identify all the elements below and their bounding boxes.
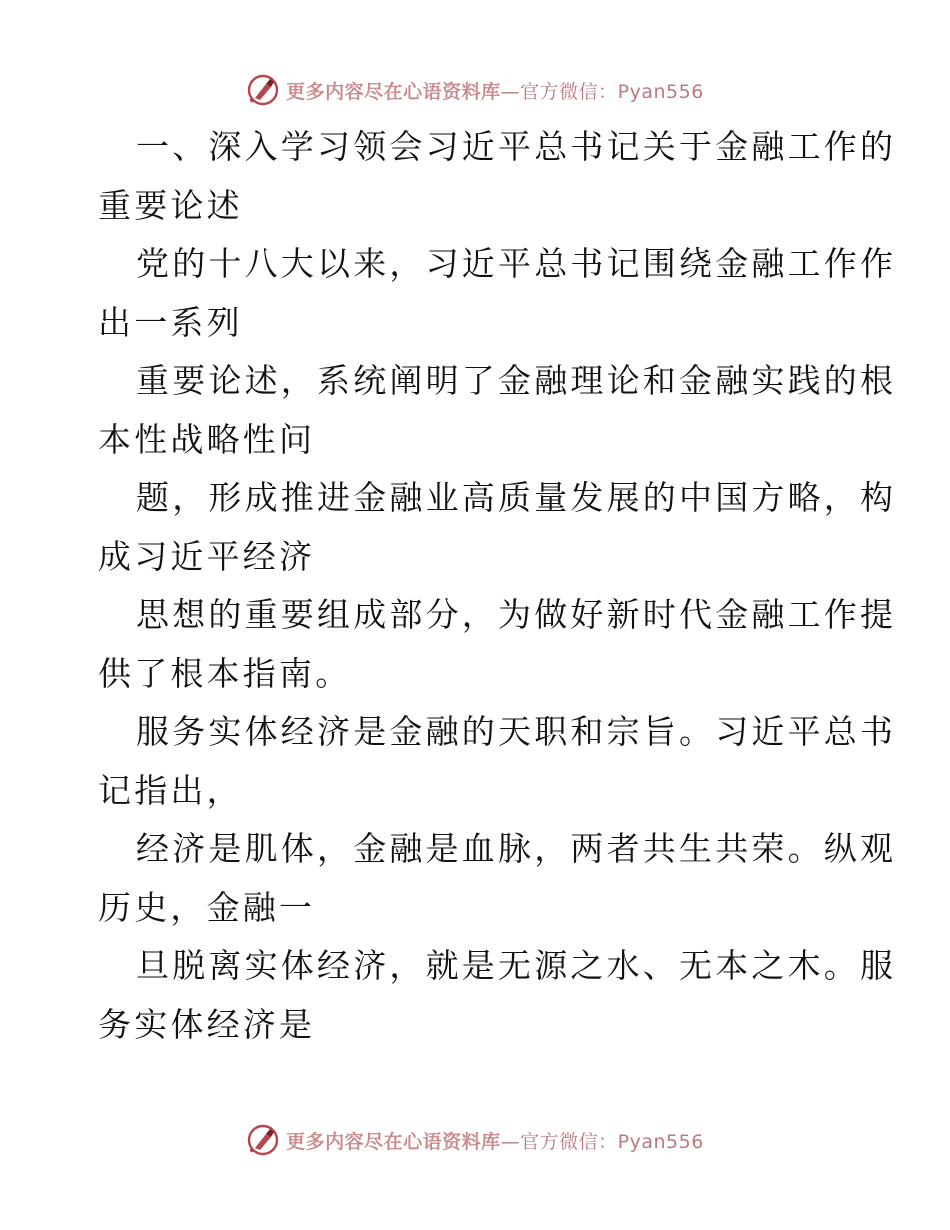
paragraph [98, 703, 897, 820]
paragraph-first-line: 服务实体经济是金融的天职和宗旨。习近平总书 [136, 712, 897, 751]
paragraph-first-line: 一、深入学习领会习近平总书记关于金融工作的 [136, 127, 897, 166]
paragraph [98, 235, 897, 352]
paragraph [98, 352, 897, 469]
paragraph-first-line: 重要论述，系统阐明了金融理论和金融实践的根 [136, 361, 897, 400]
paragraph-first-line: 旦脱离实体经济，就是无源之水、无本之木。服 [136, 946, 897, 985]
document-body [98, 118, 897, 1054]
paragraph-continuation-line: 重要论述 [98, 185, 243, 225]
paragraph [98, 586, 897, 703]
header-watermark-banner [0, 70, 950, 110]
paragraph-continuation-line: 历史，金融一 [98, 887, 316, 927]
footer-wechat-text: —官方微信：Pyan556 [500, 1130, 704, 1153]
header-site-text: 更多内容尽在心语资料库 [286, 80, 501, 103]
paragraph-first-line: 题，形成推进金融业高质量发展的中国方略，构 [136, 478, 897, 517]
paragraph [98, 937, 897, 1054]
paragraph-continuation-line: 本性战略性问 [98, 419, 316, 459]
footer-watermark-text [286, 1127, 704, 1154]
paragraph-first-line: 经济是肌体，金融是血脉，两者共生共荣。纵观 [136, 829, 897, 868]
header-wechat-text: —官方微信：Pyan556 [500, 80, 704, 103]
paragraph-continuation-line: 成习近平经济 [98, 536, 316, 576]
paragraph [98, 469, 897, 586]
header-watermark-text [286, 77, 704, 104]
paragraph-first-line: 党的十八大以来，习近平总书记围绕金融工作作 [136, 244, 897, 283]
footer-watermark-banner [0, 1120, 950, 1160]
paragraph-continuation-line: 供了根本指南。 [98, 653, 352, 693]
pen-nib-logo-icon [246, 1123, 280, 1157]
paragraph-continuation-line: 记指出， [98, 770, 243, 810]
paragraph [98, 118, 897, 235]
paragraph-continuation-line: 出一系列 [98, 302, 243, 342]
pen-nib-logo-icon [246, 73, 280, 107]
paragraph [98, 820, 897, 937]
footer-site-text: 更多内容尽在心语资料库 [286, 1130, 501, 1153]
paragraph-continuation-line: 务实体经济是 [98, 1004, 316, 1044]
paragraph-first-line: 思想的重要组成部分，为做好新时代金融工作提 [136, 595, 897, 634]
